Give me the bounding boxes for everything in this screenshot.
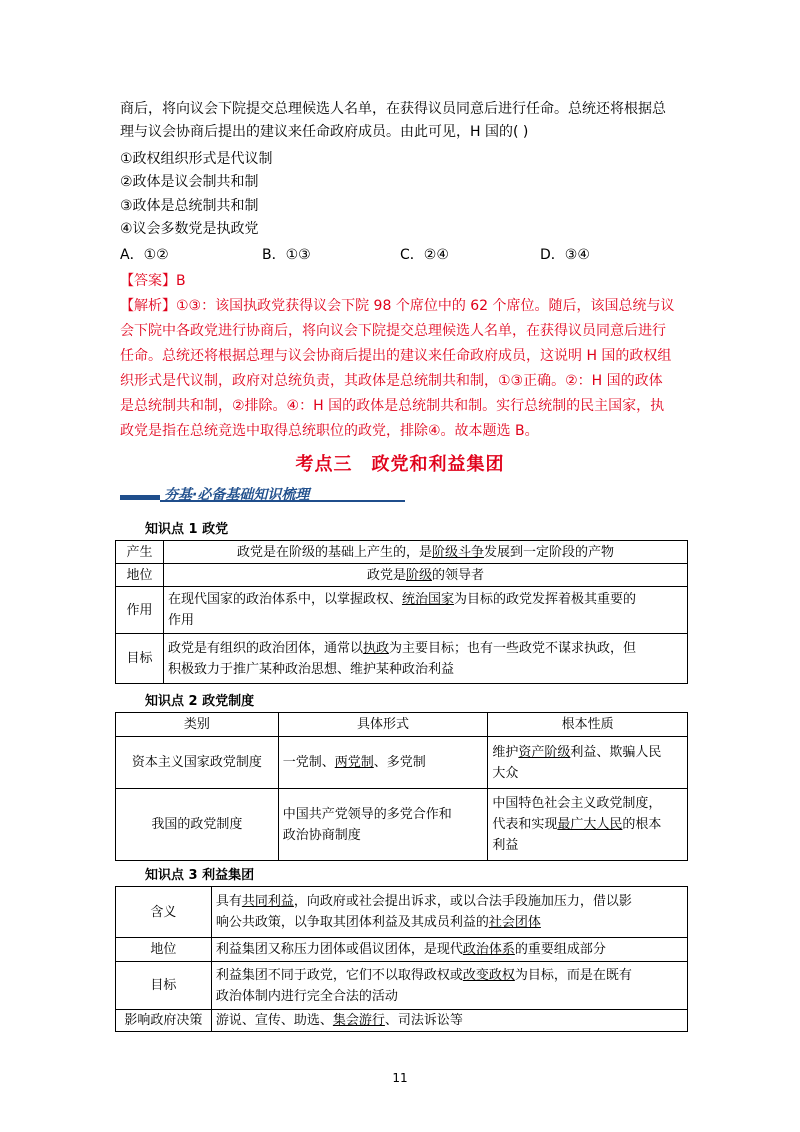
text-part: 、多党制 [373,755,426,770]
row-content [163,587,687,634]
text-part: 积极致力于推广某种政治思想、维护某种政治利益 [167,661,454,677]
section-title: 考点三 政党和利益集团 [295,454,505,475]
underlined-keyword: 政治体系 [462,942,515,957]
text-part: 利益集团又称压力团体或倡议团体，是现代 [215,942,463,957]
banner-text: 夯基·必备基础知识梳理 [164,487,310,503]
underlined-keyword: 社会团体 [488,915,541,930]
text-part: 为目标的政党发挥着极其重要的 [453,592,636,607]
nature-cell [488,737,688,789]
text-part: 利益集团不同于政党，它们不以取得政权或 [215,967,463,983]
analysis-line-4: 织形式是代议制，政府对总统负责，其政体是总统制共和制，①③正确。②：H 国的政体 [120,373,663,389]
row-label: 目标 [116,962,212,1010]
form-cell [278,789,488,861]
table-row [116,737,688,789]
text-part: 维护 [492,744,519,760]
text-part: 利益、欺骗人民 [570,744,662,760]
category-cell: 我国的政党制度 [116,789,279,861]
text-part: 、司法诉讼等 [384,1013,463,1028]
text-part: 政治体制内进行完全合法的活动 [215,988,398,1004]
nature-cell [488,789,688,861]
table-row [116,1010,688,1032]
text-part: 的根本 [622,817,662,832]
text-part: 政治协商制度 [282,827,361,843]
underlined-keyword: 最广大人民 [557,817,623,832]
table-row [116,564,688,587]
row-label: 影响政府决策 [116,1010,212,1032]
analysis-line-6: 政党是指在总统竞选中取得总统职位的政党，排除④。故本题选 B。 [120,423,539,439]
row-label: 作用 [116,587,164,634]
analysis-line-3: 任命。总统还将根据总理与议会协商后提出的建议来任命政府成员，这说明 H 国的政权组 [120,348,672,364]
row-label: 目标 [116,634,164,684]
analysis-line-2: 会下院中各政党进行协商后，将向议会下院提交总理候选人名单，在获得议员同意后进行 [120,323,666,339]
text-part: 政党是有组织的政治团体，通常以 [167,640,363,656]
text-part: 为目标，而是在既有 [514,967,632,983]
text-part: 中国共产党领导的多党合作和 [282,806,452,822]
kp2-table [115,712,688,861]
section-banner [120,484,405,506]
text-part: 利益 [492,838,519,853]
table-row [116,789,688,861]
row-label: 含义 [116,887,212,938]
option-b: B．①③ [262,247,311,263]
analysis-line-1: 【解析】①③：该国执政党获得议会下院 98 个席位中的 62 个席位。随后，该国总统与议 [120,298,675,314]
question-text-line-1: 商后，将向议会下院提交总理候选人名单，在获得议员同意后进行任命。总统还将根据总 [120,101,666,117]
underlined-keyword: 集会游行 [332,1013,385,1028]
row-content [211,962,687,1010]
table-row [116,938,688,962]
kp1-table [115,540,688,684]
table-row [116,887,688,938]
underlined-keyword: 阶级 [405,567,432,583]
underlined-keyword: 统治国家 [401,592,454,607]
table-row [116,962,688,1010]
table-row [116,634,688,684]
text-part: 中国特色社会主义政党制度， [492,796,662,811]
form-cell [278,737,488,789]
text-part: 的重要组成部分 [514,942,606,957]
analysis-line-5: 是总统制共和制，②排除。④：H 国的政体是总统制共和制。实行总统制的民主国家，执 [120,398,665,414]
table-row [116,587,688,634]
row-content [211,887,687,938]
option-a: A．①② [120,247,169,263]
text-part: 发展到一定阶段的产物 [483,544,614,560]
table-row [116,541,688,564]
option-d: D．③④ [540,247,590,263]
kp3-title: 知识点 3 利益集团 [145,868,255,883]
kp2-title: 知识点 2 政党制度 [145,694,255,709]
row-label: 地位 [116,938,212,962]
column-header: 根本性质 [488,713,688,737]
row-content [163,634,687,684]
column-header: 类别 [116,713,279,737]
answer-label: 【答案】B [120,273,186,289]
row-content [211,938,687,962]
text-part: 大众 [492,765,519,781]
category-cell: 资本主义国家政党制度 [116,737,279,789]
text-part: 具有 [215,894,242,909]
column-header: 具体形式 [278,713,488,737]
underlined-keyword: 共同利益 [241,894,294,909]
text-part: 为主要目标；也有一些政党不谋求执政，但 [388,640,636,656]
question-item-1: ①政权组织形式是代议制 [120,151,273,167]
row-content [211,1010,687,1032]
text-part: 政党是 [366,567,406,583]
question-text-line-2: 理与议会协商后提出的建议来任命政府成员。由此可见，H 国的( ) [120,124,529,140]
text-part: 在现代国家的政治体系中，以掌握政权、 [167,592,402,607]
text-part: ，向政府或社会提出诉求，或以合法手段施加压力，借以影 [293,894,632,909]
question-item-4: ④议会多数党是执政党 [120,221,259,237]
page-number: 11 [392,1071,408,1085]
row-label: 产生 [116,541,164,564]
text-part: 一党制、 [282,755,335,770]
text-part: 政党是在阶级的基础上产生的，是 [236,544,432,560]
row-label: 地位 [116,564,164,587]
table-header-row [116,713,688,737]
kp1-title: 知识点 1 政党 [145,522,229,537]
text-part: 游说、宣传、助选、 [215,1013,333,1028]
text-part: 作用 [167,613,194,628]
underlined-keyword: 两党制 [334,755,374,770]
underlined-keyword: 改变政权 [462,967,515,983]
text-part: 代表和实现 [492,817,558,832]
row-content [163,541,687,564]
option-c: C．②④ [400,247,449,263]
question-item-3: ③政体是总统制共和制 [120,198,259,214]
row-content [163,564,687,587]
underlined-keyword: 阶级斗争 [431,544,484,560]
question-item-2: ②政体是议会制共和制 [120,174,259,190]
underlined-keyword: 资产阶级 [518,744,571,760]
kp3-table [115,886,688,1032]
banner-bar [120,495,160,500]
underlined-keyword: 执政 [362,640,389,656]
text-part: 的领导者 [431,567,484,583]
text-part: 响公共政策，以争取其团体利益及其成员利益的 [215,915,489,930]
